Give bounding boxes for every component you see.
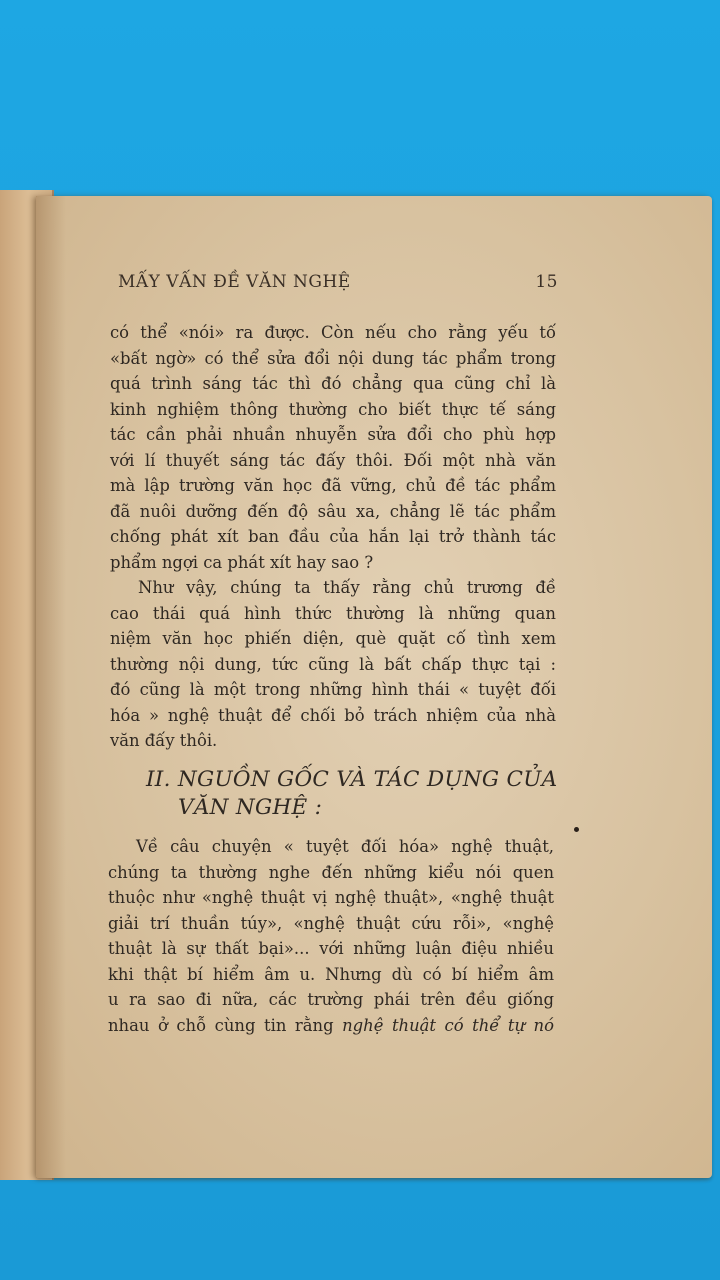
text-line: khi thật bí hiểm âm u. Nhưng dù có bí hiểm âm: [108, 964, 554, 984]
text-line-last: [108, 1013, 554, 1039]
paragraph: [110, 575, 556, 754]
text-line: quá trình sáng tác thì đó chẳng qua cũng chỉ là: [110, 374, 556, 393]
text-line: đã nuôi dưỡng đến độ sâu xa, chẳng lẽ tác phẩm: [110, 501, 556, 521]
italic-emphasis: nghệ thuật có thể tự nó: [342, 1015, 554, 1035]
text-line: u ra sao đi nữa, các trường phái trên đều giống: [108, 990, 554, 1009]
text-line: có thể «nói» ra được. Còn nếu cho rằng yếu tố: [110, 323, 556, 342]
text-line: kinh nghiệm thông thường cho biết thực tế sáng: [110, 399, 556, 419]
text-line: đó cũng là một trong những hình thái « tuyệt đối: [110, 680, 556, 699]
text-line: tác cần phải nhuần nhuyễn sửa đổi cho phù hợp: [110, 425, 556, 444]
text-line: thuật là sự thất bại»... với những luận điệu nhiều: [108, 939, 554, 958]
text-line: văn đấy thôi.: [110, 731, 218, 750]
text-line: mà lập trường văn học đã vững, chủ đề tác phẩm: [110, 476, 556, 495]
plain-text: nhau ở chỗ cùng tin rằng: [108, 1015, 343, 1035]
text-line: với lí thuyết sáng tác đấy thôi. Đối một nhà văn: [110, 450, 556, 470]
body-text-bottom: [108, 834, 554, 1038]
page-number: 15: [535, 272, 558, 292]
text-line: thuộc như «nghệ thuật vị nghệ thuật», «nghệ thuật: [108, 888, 554, 907]
paragraph: [110, 320, 556, 575]
body-text-top: [110, 320, 556, 754]
text-line: thường nội dung, tức cũng là bất chấp thực tại :: [110, 654, 556, 674]
heading-line: II. NGUỒN GỐC VÀ TÁC DỤNG CỦA: [146, 767, 558, 792]
text-line: cao thái quá hình thức thường là những quan: [110, 603, 556, 623]
text-line: niệm văn học phiến diện, què quặt cố tình xem: [110, 629, 556, 648]
heading-line: VĂN NGHỆ :: [178, 795, 323, 820]
text-line: phẩm ngợi ca phát xít hay sao ?: [110, 552, 374, 572]
section-heading: [146, 766, 556, 822]
text-line: giải trí thuần túy», «nghệ thuật cứu rỗi», «nghệ: [108, 913, 554, 933]
text-line: Như vậy, chúng ta thấy rằng chủ trương đề: [138, 578, 556, 597]
text-line: chống phát xít ban đầu của hắn lại trở thành tác: [110, 527, 556, 546]
ink-speck: [574, 827, 579, 832]
text-line: «bất ngờ» có thể sửa đổi nội dung tác phẩm trong: [110, 348, 556, 368]
text-line: chúng ta thường nghe đến những kiểu nói quen: [108, 862, 554, 882]
running-title: MẤY VẤN ĐỀ VĂN NGHỆ: [118, 272, 351, 292]
text-line: hóa » nghệ thuật để chối bỏ trách nhiệm của nhà: [110, 705, 556, 725]
page-gutter-shadow: [36, 196, 66, 1178]
text-line: Về câu chuyện « tuyệt đối hóa» nghệ thuật,: [136, 837, 554, 856]
